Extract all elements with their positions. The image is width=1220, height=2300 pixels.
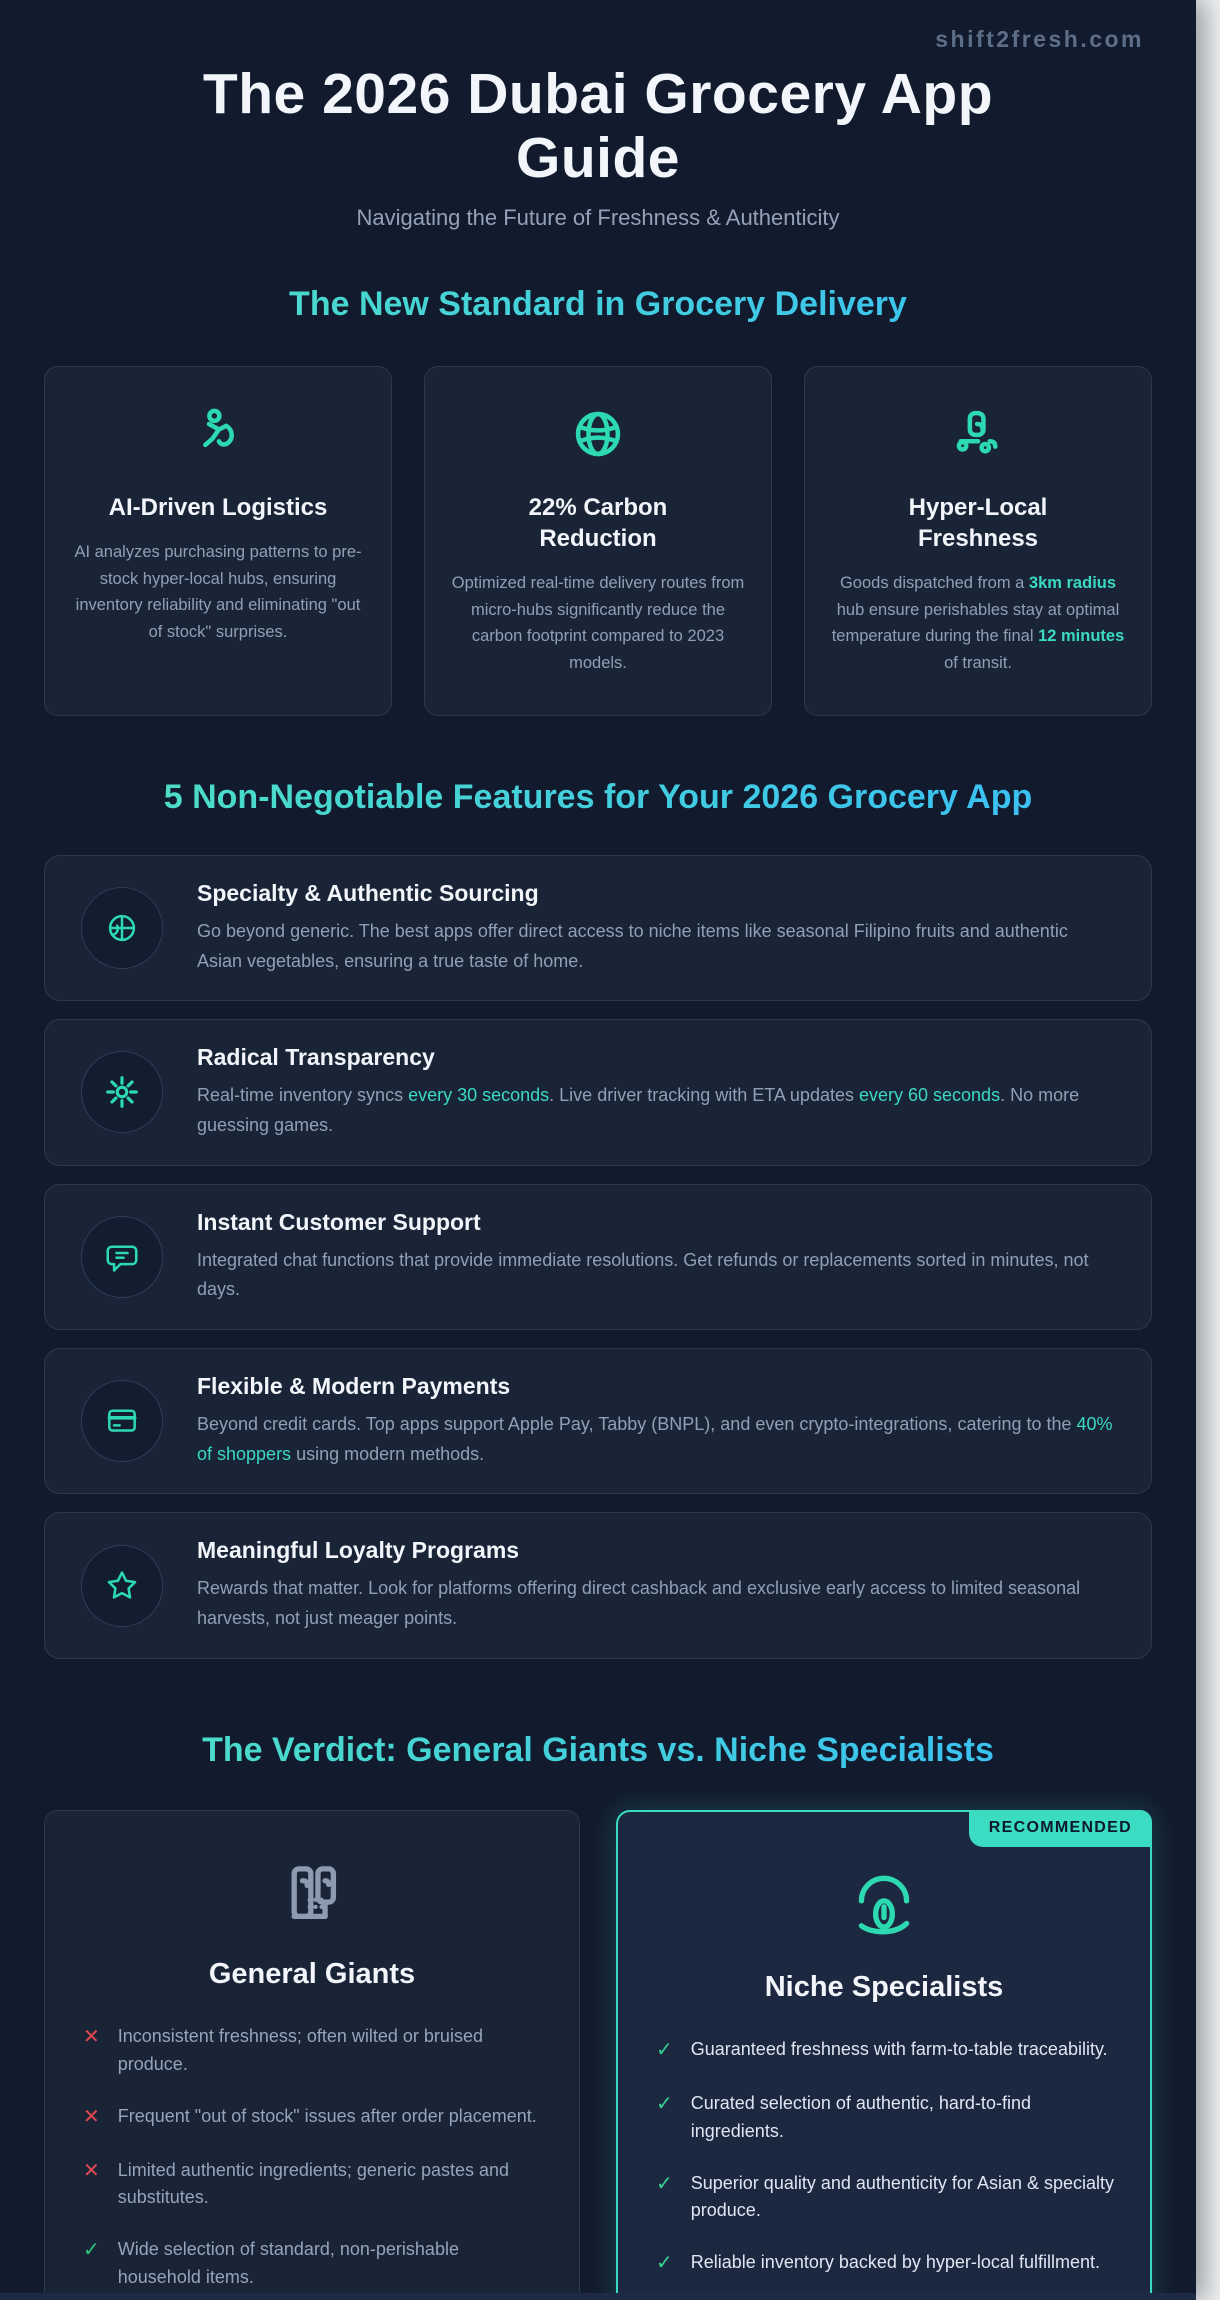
verdict-list-item	[656, 2170, 1116, 2226]
page-title: The 2026 Dubai Grocery App Guide	[202, 62, 994, 190]
feature-loyalty	[44, 1512, 1152, 1658]
buildings-icon	[75, 1857, 549, 1938]
body-text: Rewards that matter. Look for platforms offering direct cashback and exclusive early access to limited seasonal harvests, not just meager points.	[197, 1578, 1081, 1629]
feature-title: Radical Transparency	[197, 1044, 435, 1071]
cross-icon: ✕	[83, 2159, 100, 2182]
check-icon: ✓	[656, 2172, 673, 2195]
feature-text	[197, 880, 1115, 976]
verdict-list-item	[656, 2090, 1116, 2146]
verdict-item-text: Frequent "out of stock" issues after order placement.	[117, 2105, 537, 2126]
body-text: Integrated chat functions that provide immediate resolutions. Get refunds or replacements sorted in minutes, not days.	[197, 1249, 1089, 1300]
verdict-list-general	[75, 2023, 549, 2292]
sourcing-globe-icon	[81, 887, 163, 969]
verdict-card-general-giants	[44, 1810, 580, 2300]
delivery-rider-icon	[71, 405, 365, 468]
feature-body	[197, 1574, 1115, 1633]
body-text: . No more guessing games.	[197, 1085, 1080, 1135]
feature-text	[197, 1373, 1115, 1469]
verdict-item-text: Inconsistent freshness; often wilted or bruised produce.	[117, 2025, 483, 2074]
verdict-item-text: Reliable inventory backed by hyper-local fulfillment.	[690, 2252, 1100, 2273]
bottom-accent-strip	[0, 2293, 1196, 2300]
credit-card-icon	[81, 1380, 163, 1462]
card-title: 22% Carbon Reduction	[528, 493, 668, 552]
chat-bubble-icon	[81, 1216, 163, 1298]
feature-text	[197, 1537, 1115, 1633]
card-title: AI-Driven Logistics	[108, 493, 328, 521]
page-subtitle: Navigating the Future of Freshness & Authenticity	[356, 204, 840, 230]
card-body	[451, 570, 745, 677]
feature-sourcing	[44, 855, 1152, 1001]
highlighted-text: 3km radius	[1028, 574, 1117, 593]
sprout-icon	[648, 1870, 1120, 1951]
verdict-item-text: Wide selection of standard, non-perishable household items.	[117, 2239, 459, 2288]
check-icon: ✓	[656, 2038, 673, 2061]
recommended-badge: RECOMMENDED	[969, 1810, 1152, 1847]
feature-body	[197, 917, 1115, 976]
verdict-list-item	[83, 2157, 545, 2213]
verdict-list-niche	[648, 2036, 1120, 2280]
verdict-card-niche-specialists	[616, 1810, 1152, 2300]
check-icon: ✓	[656, 2252, 673, 2275]
feature-title: Meaningful Loyalty Programs	[197, 1537, 520, 1564]
verdict-list-item	[83, 2236, 545, 2292]
body-text: . Live driver tracking with ETA updates	[549, 1085, 859, 1106]
verdict-item-text: Guaranteed freshness with farm-to-table traceability.	[690, 2038, 1108, 2059]
body-text: Go beyond generic. The best apps offer direct access to niche items like seasonal Filipino fruits and authentic Asian vegetables, ensuring a true taste of home.	[197, 920, 1068, 971]
features-list	[44, 855, 1152, 1659]
check-icon: ✓	[656, 2092, 673, 2115]
section-heading-standard: The New Standard in Grocery Delivery	[0, 285, 1196, 324]
standard-card-freshness	[804, 366, 1152, 716]
card-body	[831, 570, 1125, 677]
verdict-item-text: Curated selection of authentic, hard-to-find ingredients.	[690, 2092, 1031, 2141]
feature-title: Instant Customer Support	[197, 1208, 481, 1235]
section-heading-verdict: The Verdict: General Giants vs. Niche Specialists	[0, 1731, 1196, 1770]
verdict-item-text: Superior quality and authenticity for Asian & specialty produce.	[690, 2172, 1115, 2221]
feature-title: Flexible & Modern Payments	[197, 1373, 511, 1400]
verdict-list-item	[83, 2023, 545, 2079]
card-title: Hyper-Local Freshness	[908, 493, 1048, 552]
body-text: Real-time inventory syncs	[197, 1085, 409, 1106]
body-text: Beyond credit cards. Top apps support Apple Pay, Tabby (BNPL), and even crypto-integrations, catering to the	[197, 1414, 1077, 1435]
feature-body	[197, 1246, 1115, 1305]
feature-body	[197, 1081, 1115, 1140]
standard-card-carbon	[424, 366, 772, 716]
feature-text	[197, 1209, 1115, 1305]
standard-card-logistics	[44, 366, 392, 716]
verdict-list-item	[656, 2036, 1116, 2066]
highlighted-text: 12 minutes	[1038, 627, 1125, 646]
site-domain: shift2fresh.com	[935, 26, 1144, 52]
feature-text	[197, 1044, 1115, 1140]
body-text: using modern methods.	[291, 1443, 485, 1464]
feature-payments	[44, 1348, 1152, 1494]
verdict-comparison	[44, 1810, 1152, 2300]
feature-body	[197, 1410, 1115, 1469]
verdict-list-item	[656, 2249, 1116, 2279]
verdict-item-text: Limited authentic ingredients; generic pastes and substitutes.	[117, 2159, 510, 2208]
cross-icon: ✕	[83, 2105, 100, 2128]
check-icon: ✓	[83, 2239, 100, 2262]
gear-icon	[81, 1051, 163, 1133]
standard-cards-row	[44, 366, 1152, 716]
body-text: Optimized real-time delivery routes from micro-hubs significantly reduce the carbon footprint compared to 2023 models.	[451, 574, 745, 673]
body-text: hub ensure perishables stay at optimal temperature during the final	[831, 600, 1120, 646]
feature-support	[44, 1184, 1152, 1330]
section-heading-features: 5 Non-Negotiable Features for Your 2026 Grocery App	[0, 778, 1196, 817]
highlighted-text: every 60 seconds	[858, 1085, 1001, 1106]
card-body	[71, 539, 365, 646]
verdict-list-item	[83, 2103, 545, 2133]
highlighted-text: every 30 seconds	[408, 1085, 550, 1106]
globe-icon	[451, 405, 745, 468]
feature-transparency	[44, 1019, 1152, 1165]
verdict-title: General Giants	[208, 1957, 416, 1990]
verdict-title: Niche Specialists	[764, 1970, 1004, 2003]
body-text: Goods dispatched from a	[839, 574, 1029, 593]
feature-title: Specialty & Authentic Sourcing	[197, 879, 539, 906]
highlighted-text: 40% of shoppers	[197, 1414, 1113, 1464]
delivery-truck-icon	[831, 405, 1125, 468]
star-icon	[81, 1545, 163, 1627]
cross-icon: ✕	[83, 2025, 100, 2048]
body-text: AI analyzes purchasing patterns to pre-stock hyper-local hubs, ensuring inventory reliability and eliminating "out of stock" surprises.	[74, 542, 362, 641]
body-text: of transit.	[944, 654, 1012, 673]
